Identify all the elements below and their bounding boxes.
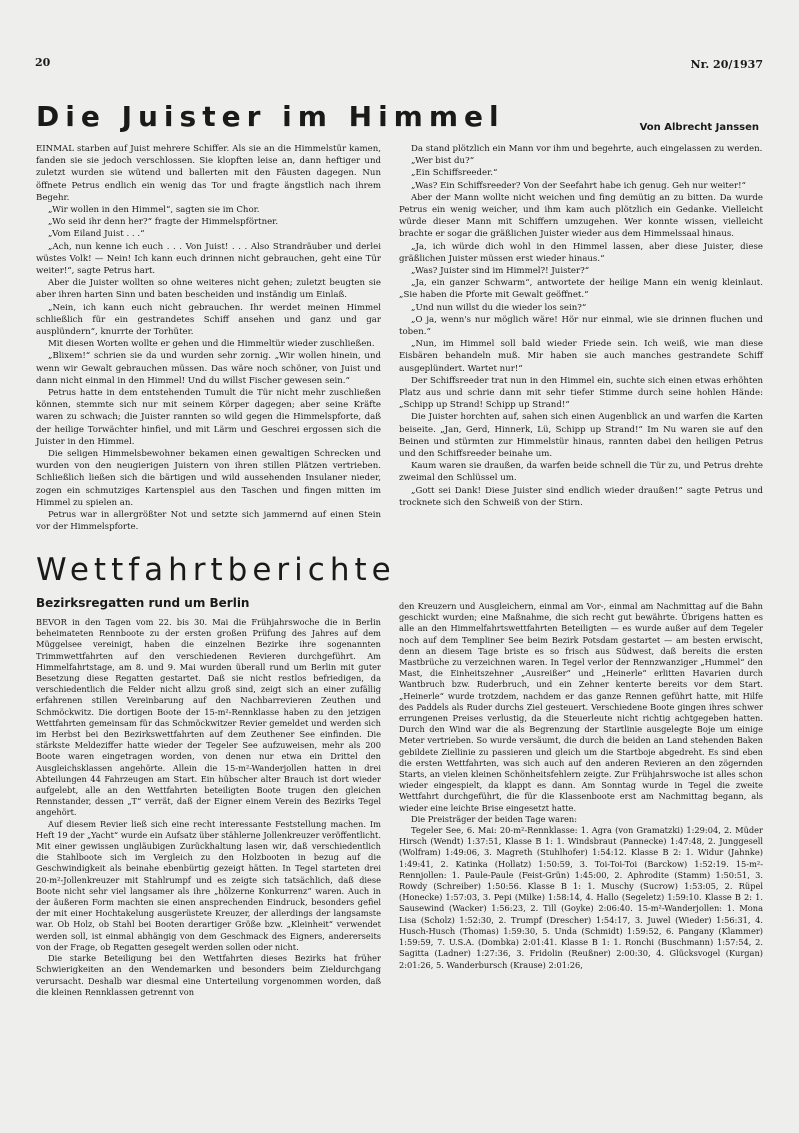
- paragraph: Auf diesem Revier ließ sich eine recht interessante Feststellung machen. Im Heft 19 der „Yacht“ wurde ein Aufsatz über stählerne Jollenkreuzer veröffentlicht. Mit einer gewissen ungläubigen Zurückhaltung lasen wir, daß verschiedentlich die Stahlboote sich im Vergleich zu den Holzbooten in bezug auf die Geschwindigkeit als beinahe ebenbürtig gezeigt hätten. In Tegel starteten drei 20-m²-Jollenkreuzer mit Stahlrumpf und es zeigte sich tatsächlich, daß diese Boote nicht sehr viel langsamer als ihre „hölzerne Konkurrenz“ waren. Auch in der äußeren Form machten sie einen ansprechenden Eindruck, besonders gefiel der mit einer Hochtakelung ausgerüstete Kreuzer, der allerdings der langsamste war. Ob Holz, ob Stahl bei Booten derartiger Größe bzw. „Kleinheit“ verwendet werden soll, ist einmal abhängig von dem Geschmack des Eigners, andererseits von der Frage, ob Regatten gesegelt werden sollen oder nicht.: [36, 818, 381, 952]
- paragraph: „Nein, ich kann euch nicht gebrauchen. Ihr werdet meinen Himmel schließlich für ein gestrandetes Schiff ansehen und ganz und gar ausplündern“, knurrte der Torhüter.: [36, 302, 381, 338]
- paragraph: „Ja, ein ganzer Schwarm“, antwortete der heilige Mann ein wenig kleinlaut. „Sie haben die Pforte mit Gewalt geöffnet.“: [399, 278, 763, 301]
- paragraph: BEVOR in den Tagen vom 22. bis 30. Mai die Frühjahrswoche die in Berlin beheimateten Rennboote zu der ersten großen Prüfung des Jahres auf dem Müggelsee vereinigt, haben die einzelnen Bezirke ihre sogenannten Trimmwettfahrten auf den verschiedenen Revieren durchgeführt. Am Himmelfahrtstage, am 8. und 9. Mai wurden überall rund um Berlin mit guter Besetzung diese Regatten gestartet. Daß sie nicht restlos befriedigen, da verschiedentlich die Felder nicht allzu groß sind, zeigt sich an einer zufällig erfahrenen stillen Vereinbarung auf den Nachbarrevieren Zeuthen und Schmöckwitz. Die dortigen Boote der 15-m²-Rennklasse haben zu den jetzigen Wettfahrten gemeinsam für das Schmöckwitzer Revier gemeldet und werden sich im Herbst bei den Bezirkswettfahrten auf dem Zeuthener See einfinden. Die stärkste Meldeziffer hatte wieder der Tegeler See aufzuweisen, mehr als 200 Boote waren eingetragen worden, von denen nur etwa ein Drittel den Ausgleichsklassen angehörte. Allein die 15-m²-Wanderjollen hatten in drei Abteilungen 44 Fahrzeugen am Start. Ein hübscher alter Brauch ist dort wieder aufgelebt, alle an den Wettfahrten beteiligten Boote trugen den gleichen Rennstander, dessen „T“ verrät, daß der Eigner einem Verein des Bezirks Tegel angehört.: [36, 617, 381, 818]
- paragraph: Die starke Beteiligung bei den Wettfahrten dieses Bezirks hat früher Schwierigkeiten an den Wendemarken und besonders beim Zieldurchgang verursacht. Deshalb war diesmal eine Unterteilung vorgenommen worden, daß die kleinen Rennklassen getrennt von: [36, 953, 381, 997]
- paragraph: Die Juister horchten auf, sahen sich einen Augenblick an und warfen die Karten beiseite. „Jan, Gerd, Hinnerk, Lü, Schipp up Strand!“ Im Nu waren sie auf den Beinen und stürmten zur Himmelstür hinaus, rannten dabei den heiligen Petrus und den Schiffsreeder beinahe um.: [399, 412, 763, 460]
- page-number: 20: [35, 56, 51, 69]
- paragraph: EINMAL starben auf Juist mehrere Schiffer. Als sie an die Himmelstür kamen, fanden sie sie jedoch verschlossen. Sie klopften leise an, dann heftiger und zuletzt wurden sie wütend und ballerten mit den Fäusten dagegen. Nun öffnete Petrus endlich ein wenig das Tor und fragte ängstlich nach ihrem Begehr.: [36, 144, 381, 203]
- paragraph: Petrus war in allergrößter Not und setzte sich jammernd auf einen Stein vor der Himmelspforte.: [36, 510, 381, 533]
- paragraph: „Wo seid ihr denn her?“ fragte der Himmelspförtner.: [48, 217, 279, 228]
- paragraph: „Blixem!“ schrien sie da und wurden sehr zornig. „Wir wollen hinein, und wenn wir Gewalt gebrauchen müssen. Das wäre noch schöner, von Juist und dann nicht einmal in den Himmel! Und du willst Fischer gewesen sein.“: [36, 351, 381, 386]
- paragraph: „Ein Schiffsreeder.“: [411, 168, 498, 179]
- juister-right-column: [399, 143, 763, 509]
- paragraph: den Kreuzern und Ausgleichern, einmal am Vor-, einmal am Nachmittag auf die Bahn geschickt wurden; eine Maßnahme, die sich recht gut bewährte. Übrigens hatten es alle an den Himmelfahrtswettfahrten Beteiligten — es wurde außer auf dem Tegeler noch auf dem Templiner See beim Bezirk Potsdam gestartet — am besten erwischt, denn an diesem Tage briste es so frisch aus Südwest, daß bereits die ersten Mastbrüche zu verzeichnen waren. In Tegel verlor der Rennzwanziger „Hummel“ den Mast, die Einheitszehner „Ausreißer“ und „Heinerle“ erlitten Havarien durch Wantbruch bzw. Ruderbruch, und ein Zehner kenterte bereits vor dem Start. „Heinerle“ wurde trotzdem, nachdem er das ganze Rennen geführt hatte, mit Hilfe des Paddels als Ruder durchs Ziel gesteuert. Verschiedene Boote gingen ihres schwer errungenen Preises verlustig, da die Steuerleute nicht richtig achtgegeben hatten. Durch den Wind war die als Begrenzung der Startlinie ausgelegte Boje um einige Meter vertrieben. So wurde versäumt, die durch die beiden an Land stehenden Baken gebildete Ziellinie zu passieren und gleich um die Startboje abgedreht. Es sind eben die ersten Wettfahrten, was sich auch auf den anderen Revieren an den zögernden Starts, an vielen kleinen Schönheitsfehlern zeigte. Zur Frühjahrswoche ist alles schon wieder eingespielt, da klappt es dann. Am Sonntag wurde in Tegel die zweite Wettfahrt durchgeführt, die für die Klassenboote erst am Nachmittag begann, als wieder eine leichte Brise eingesetzt hatte.: [399, 601, 763, 813]
- paragraph: „Ach, nun kenne ich euch . . . Von Juist! . . . Also Strandräuber und derlei wüstes Volk! — Nein! Ich kann euch drinnen nicht gebrauchen, geht eine Tür weiter!“, sagte Petrus hart.: [36, 241, 381, 277]
- paragraph: „Wer bist du?“: [411, 156, 475, 167]
- regatta-right-column: [399, 601, 763, 971]
- article-title-juister: Die Juister im Himmel: [36, 100, 505, 133]
- paragraph: Kaum waren sie draußen, da warfen beide schnell die Tür zu, und Petrus drehte zweimal den Schlüssel um.: [399, 461, 763, 484]
- article-subtitle: Bezirksregatten rund um Berlin: [36, 596, 250, 610]
- juister-left-column: [36, 143, 381, 534]
- paragraph: „Ja, ich würde dich wohl in den Himmel lassen, aber diese Juister, diese gräßlichen Juister müssen erst wieder hinaus.“: [399, 241, 763, 264]
- paragraph: „Gott sei Dank! Diese Juister sind endlich wieder draußen!“ sagte Petrus und trocknete sich den Schweiß von der Stirn.: [399, 485, 763, 508]
- issue-number: Nr. 20/1937: [690, 58, 763, 71]
- results-list: Tegeler See, 6. Mai: 20-m²-Rennklasse: 1. Agra (von Gramatzki) 1:29:04, 2. Müder Hirsch (Wendt) 1:37:51, Klasse B 1: 1. Windsbraut (Pannecke) 1:47:48, 2. Junggesell (Wolfram) 1:49:06, 3. Magreth (Stuhlhofer) 1:54:12. Klasse B 2: 1. Widur (Jahnke) 1:49:41, 2. Katinka (Hollatz) 1:50:59, 3. Toi-Toi-Toi (Barckow) 1:52:19. 15-m²-Rennjollen: 1. Paule-Paule (Feist-Grün) 1:45:00, 2. Aphrodite (Stamm) 1:50:51, 3. Rowdy (Schreiber) 1:50:56. Klasse B 1: 1. Muschy (Sucrow) 1:53:05, 2. Rüpel (Honecke) 1:57:03, 3. Pepi (Milke) 1:58:14, 4. Hallo (Segeletz) 1:59:10. Klasse B 2: 1. Sausewind (Wacker) 1:56:23, 2. Till (Goyke) 2:06:40. 15-m²-Wanderjollen: 1. Mona Lisa (Scholz) 1:52:30, 2. Trumpf (Drescher) 1:54:17, 3. Juwel (Wieder) 1:56:31, 4. Husch-Husch (Thomas) 1:59:30, 5. Unda (Schmidt) 1:59:52, 6. Pangany (Klammer) 1:59:59, 7. U.S.A. (Dombka) 2:01:41. Klasse B 1: 1. Ronchi (Buschmann) 1:57:54, 2. Sagitta (Ladner) 1:27:36, 3. Fridolin (Reußner) 2:00:30, 4. Glücksvogel (Kurgan) 2:01:26, 5. Wanderbursch (Krause) 2:01:26,: [399, 825, 763, 970]
- paragraph: „Was? Ein Schiffsreeder? Von der Seefahrt habe ich genug. Geh nur weiter!“: [411, 180, 746, 191]
- paragraph: Aber der Mann wollte nicht weichen und fing demütig an zu bitten. Da wurde Petrus ein wenig weicher, und ihm kam auch plötzlich ein Gedanke. Vielleicht würde dieser Mann mit Schiffern umzugehen. Wer konnte wissen, vielleicht brachte er sogar die gräßlichen Juister wieder aus dem Himmelssaal hinaus.: [399, 192, 763, 240]
- paragraph: „Und nun willst du die wieder los sein?“: [411, 302, 587, 313]
- paragraph: „Wir wollen in den Himmel“, sagten sie im Chor.: [48, 205, 260, 216]
- regatta-left-column: [36, 617, 381, 998]
- article-title-wettfahrtberichte: Wettfahrtberichte: [36, 552, 396, 588]
- paragraph: „Was? Juister sind im Himmel?! Juister?“: [411, 266, 590, 277]
- paragraph: Da stand plötzlich ein Mann vor ihm und begehrte, auch eingelassen zu werden.: [411, 144, 763, 154]
- paragraph: Mit diesen Worten wollte er gehen und die Himmeltür wieder zuschließen.: [48, 339, 375, 350]
- paragraph: „O ja, wenn's nur möglich wäre! Hör nur einmal, wie sie drinnen fluchen und toben.“: [399, 314, 763, 338]
- paragraph: Die Preisträger der beiden Tage waren:: [411, 813, 578, 824]
- paragraph: „Nun, im Himmel soll bald wieder Friede sein. Ich weiß, wie man diese Eisbären behandeln muß. Mir haben sie auch manches gestrandete Schiff ausgeplündert. Wartet nur!“: [399, 339, 763, 374]
- paragraph: „Vom Eiland Juist . . .“: [48, 229, 145, 240]
- article-author: Von Albrecht Janssen: [639, 122, 759, 133]
- paragraph: Die seligen Himmelsbewohner bekamen einen gewaltigen Schrecken und wurden von den neugierigen Juistern von ihren stillen Plätzen vertrieben. Schließlich ließen sich die bärtigen und wild aussehenden Insulaner nieder, zogen ein schmutziges Kartenspiel aus den Taschen und fingen mitten im Himmel zu spielen an.: [36, 449, 381, 508]
- paragraph: Petrus hatte in dem entstehenden Tumult die Tür nicht mehr zuschließen können, stemmte sich nur mit seinem Körper dagegen; aber seine Kräfte waren zu schwach; die Juister rannten so wild gegen die Himmelspforte, daß der heilige Torwächter hinfiel, und mit Lärm und Geschrei ergossen sich die Juister in den Himmel.: [36, 388, 381, 447]
- paragraph: Aber die Juister wollten so ohne weiteres nicht gehen; zuletzt beugten sie aber ihren harten Sinn und baten bescheiden und inständig um Einlaß.: [36, 278, 381, 301]
- paragraph: Der Schiffsreeder trat nun in den Himmel ein, suchte sich einen etwas erhöhten Platz aus und schrie dann mit sehr tiefer Stimme durch seine hohlen Hände: „Schipp up Strand! Schipp up Strand!“: [399, 375, 763, 411]
